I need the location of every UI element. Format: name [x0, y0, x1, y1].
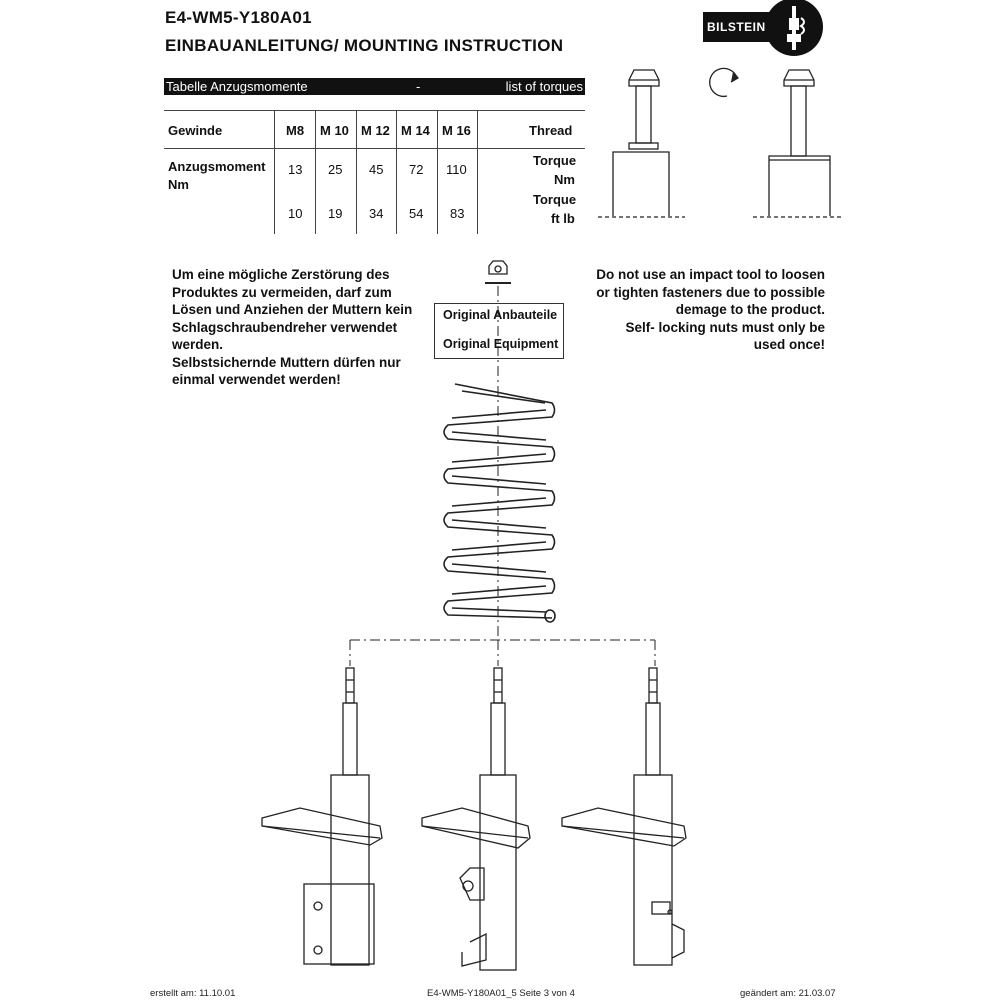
- note-de-line: Schlagschraubendreher verwendet: [172, 319, 398, 335]
- note-en-line: Do not use an impact tool to loosen: [596, 267, 825, 282]
- coil-spring-icon: [444, 384, 555, 622]
- top-nut-icon: [489, 261, 507, 274]
- torque-nm-m12: 45: [369, 162, 384, 177]
- torque-table-title-en: list of torques: [505, 79, 583, 94]
- torque-nm-unit-en: Nm: [554, 172, 575, 187]
- note-de-line: Selbstsichernde Muttern dürfen nur: [172, 354, 401, 370]
- thread-label: Gewinde: [168, 123, 223, 138]
- torque-ftlb-label-en: Torque: [533, 192, 577, 207]
- footer-created-date: erstellt am: 11.10.01: [150, 988, 236, 999]
- original-equipment-box: [434, 303, 564, 359]
- thread-label-en: Thread: [529, 123, 573, 138]
- thread-col-m16: M 16: [442, 123, 471, 138]
- original-equipment-de: Original Anbauteile: [443, 308, 558, 322]
- table-col-divider-4: [437, 110, 438, 234]
- torque-nm-m16: 110: [446, 162, 467, 177]
- note-en: [596, 266, 825, 354]
- torque-nm-m8: 13: [288, 162, 303, 177]
- table-rule-top: [164, 110, 585, 111]
- torque-table-title-dash: -: [416, 79, 421, 94]
- torque-ftlb-m14: 54: [409, 206, 424, 221]
- table-col-divider-2: [356, 110, 357, 234]
- strut-left-icon: [262, 668, 382, 965]
- document-code: E4-WM5-Y180A01: [165, 8, 312, 27]
- logo-text: BILSTEIN: [707, 20, 766, 34]
- torque-nm-unit: Nm: [168, 177, 189, 192]
- strut-middle-icon: [422, 668, 530, 970]
- table-col-divider-1: [315, 110, 316, 234]
- note-en-line: used once!: [753, 337, 825, 352]
- torque-nm-label-en: Torque: [533, 153, 577, 168]
- torque-table-title-bar: [164, 78, 585, 95]
- document-subtitle: EINBAUANLEITUNG/ MOUNTING INSTRUCTION: [165, 36, 564, 55]
- thread-col-m10: M 10: [320, 123, 349, 138]
- footer-page-number: E4-WM5-Y180A01_5 Seite 3 von 4: [427, 988, 575, 999]
- torque-ftlb-m12: 34: [369, 206, 384, 221]
- torque-nm-m14: 72: [409, 162, 424, 177]
- note-en-line: Self- locking nuts must only be: [625, 319, 825, 335]
- torque-ftlb-m8: 10: [288, 206, 303, 221]
- note-en-line: or tighten fasteners due to possible: [596, 284, 825, 300]
- torque-nm-label: Anzugsmoment: [168, 159, 266, 174]
- thread-col-m14: M 14: [401, 123, 430, 138]
- note-de-line: Produktes zu vermeiden, darf zum: [172, 284, 392, 300]
- note-de-line: werden.: [172, 337, 224, 352]
- table-rule-mid: [164, 148, 585, 149]
- strut-right-icon: [562, 668, 686, 965]
- table-col-divider-0: [274, 110, 275, 234]
- note-de-line: einmal verwendet werden!: [172, 372, 341, 387]
- torque-nm-m10: 25: [328, 162, 343, 177]
- note-en-line: demage to the product.: [675, 302, 825, 317]
- note-de: [172, 266, 412, 389]
- torque-table-title-de: Tabelle Anzugsmomente: [166, 79, 308, 94]
- bilstein-logo: [703, 0, 825, 58]
- footer-changed-date: geändert am: 21.03.07: [740, 988, 836, 999]
- table-col-divider-5: [477, 110, 478, 234]
- table-col-divider-3: [396, 110, 397, 234]
- original-equipment-en: Original Equipment: [443, 337, 559, 351]
- note-de-line: Lösen und Anziehen der Muttern kein: [172, 302, 413, 317]
- torque-ftlb-m10: 19: [328, 206, 343, 221]
- note-de-line: Um eine mögliche Zerstörung des: [172, 267, 390, 282]
- thread-col-m12: M 12: [361, 123, 390, 138]
- thread-col-m8: M8: [286, 123, 305, 138]
- torque-ftlb-unit-en: ft lb: [551, 211, 575, 226]
- torque-ftlb-m16: 83: [450, 206, 465, 221]
